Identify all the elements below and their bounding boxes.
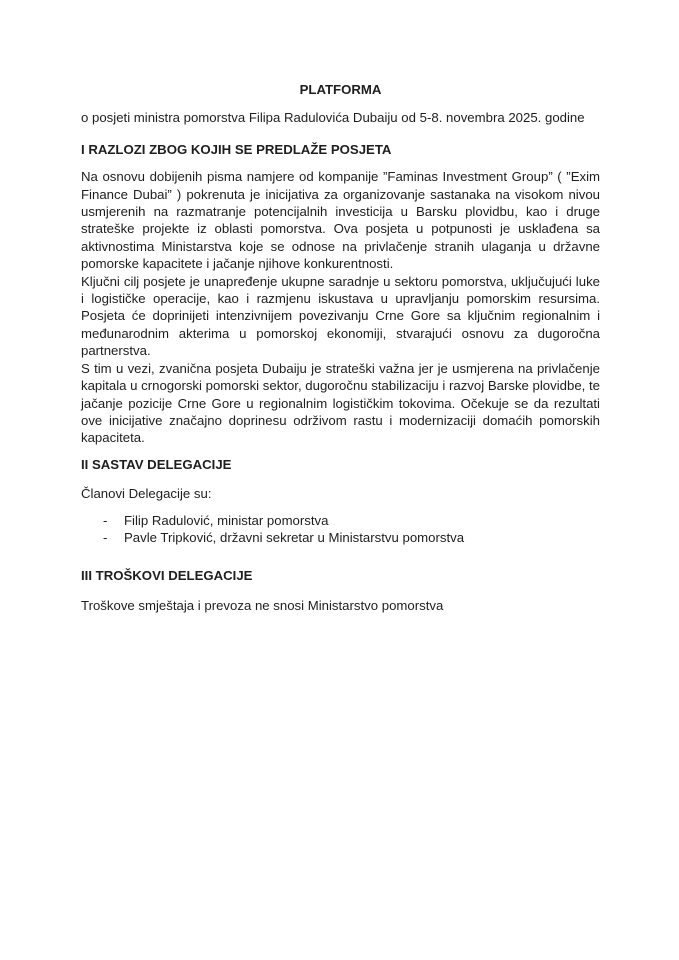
section-reasons-heading: I RAZLOZI ZBOG KOJIH SE PREDLAŽE POSJETA — [81, 141, 392, 157]
list-item-text: Filip Radulović, ministar pomorstva — [124, 512, 329, 528]
list-item — [81, 512, 600, 529]
reasons-paragraph-2: Ključni cilj posjete je unapređenje ukupne saradnje u sektoru pomorstva, uključujući luke i logističke operacije, kao i razmjenu iskustava u upravljanju pomorskim resursima. Posjeta će doprinijeti intenzivnijem povezivanju Crne Gore sa ključnim regionalnim i međunarodnim akterima u pomorskoj ekonomiji, stvarajući osnovu za dugoročna partnerstva. — [81, 273, 600, 359]
delegation-list — [81, 512, 600, 547]
section-costs-heading: III TROŠKOVI DELEGACIJE — [81, 568, 253, 584]
reasons-paragraph-3: S tim u vezi, zvanična posjeta Dubaiju je strateški važna jer je usmjerena na privlačenje kapitala u crnogorski pomorski sektor, dugoročnu stabilizaciju i razvoj Barske plovidbe, te jačanje pozicije Crne Gore u regionalnim logističkim tokovima. Očekuje se da rezultati ove inicijative značajno doprinesu održivom rastu i modernizaciji domaćih pomorskih kapaciteta. — [81, 360, 600, 446]
costs-note: Troškove smještaja i prevoza ne snosi Ministarstvo pomorstva — [81, 597, 444, 613]
section-delegation-heading: II SASTAV DELEGACIJE — [81, 456, 232, 472]
list-item — [81, 529, 600, 546]
list-item-marker: - — [103, 529, 108, 545]
list-item-marker: - — [103, 512, 108, 528]
document-subtitle: o posjeti ministra pomorstva Filipa Radulovića Dubaiju od 5-8. novembra 2025. godine — [81, 110, 585, 126]
list-item-text: Pavle Tripković, državni sekretar u Ministarstvu pomorstva — [124, 529, 465, 545]
reasons-paragraph-1: Na osnovu dobijenih pisma namjere od kompanije ”Faminas Investment Group” ( ”Exim Finance Dubai” ) pokrenuta je inicijativa za organizovanje sastanaka na visokom nivou usmjerenih na razmatranje potencijalnih investicija u Barsku plovidbu, kao i druge strateške projekte iz oblasti pomorstva. Ova posjeta u potpunosti je usklađena sa aktivnostima Ministarstva koje se odnose na privlačenje stranih ulaganja u državne pomorske kapacitete i jačanje njihove konkurentnosti. — [81, 169, 600, 272]
delegation-intro: Članovi Delegacije su: — [81, 486, 212, 502]
document-title: PLATFORMA — [299, 82, 382, 97]
